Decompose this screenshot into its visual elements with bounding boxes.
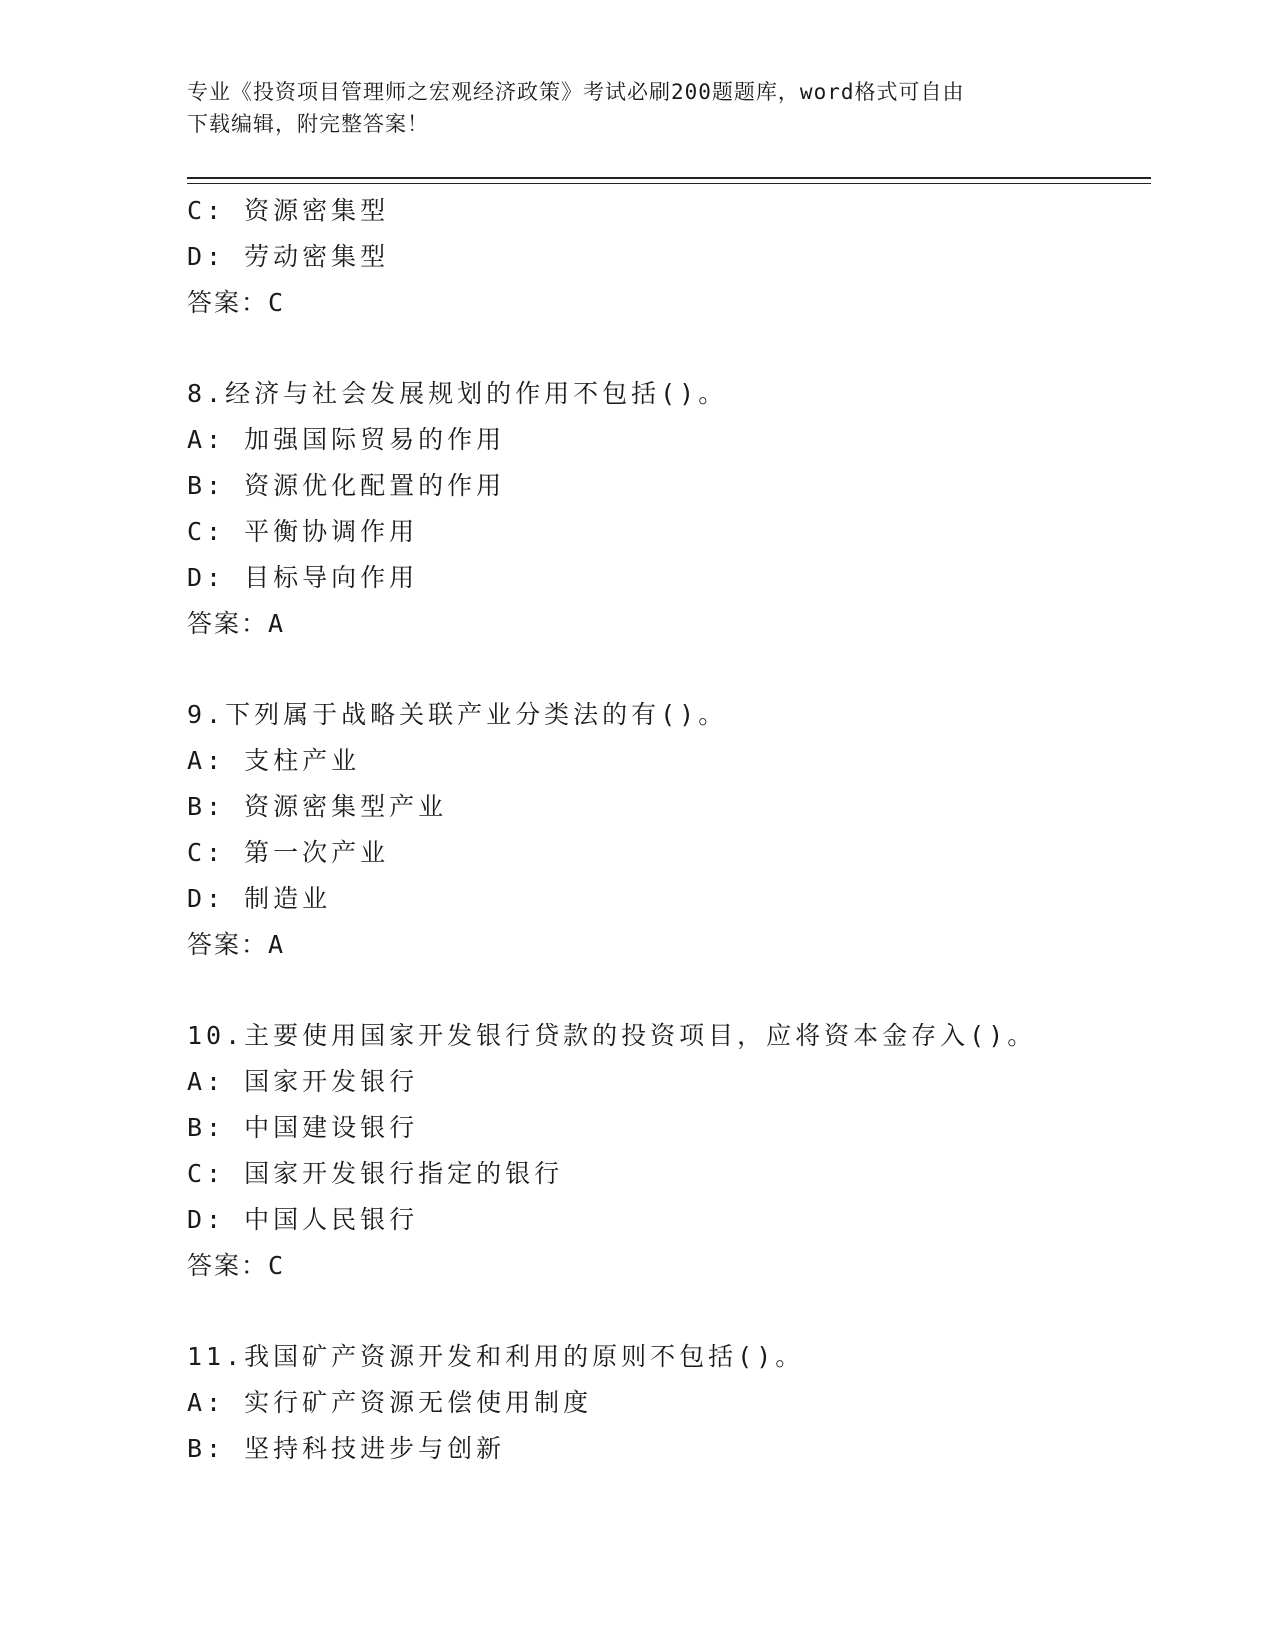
option-a: A: 支柱产业: [187, 746, 361, 775]
option-b: B: 资源密集型产业: [187, 792, 448, 821]
answer: 答案：A: [187, 609, 286, 638]
header-divider-thin: [187, 183, 1151, 184]
option-d: D: 中国人民银行: [187, 1205, 419, 1234]
answer: 答案：C: [187, 288, 286, 317]
header-line-1: 专业《投资项目管理师之宏观经济政策》考试必刷200题题库，word格式可自由: [187, 80, 965, 104]
question-11: 11.我国矿产资源开发和利用的原则不包括()。: [187, 1342, 805, 1371]
option-d: D: 劳动密集型: [187, 242, 390, 271]
answer: 答案：A: [187, 930, 286, 959]
question-10: 10.主要使用国家开发银行贷款的投资项目，应将资本金存入()。: [187, 1021, 1037, 1050]
option-a: A: 加强国际贸易的作用: [187, 425, 506, 454]
option-d: D: 制造业: [187, 884, 332, 913]
option-b: B: 中国建设银行: [187, 1113, 419, 1142]
option-c: C: 第一次产业: [187, 838, 390, 867]
option-a: A: 国家开发银行: [187, 1067, 419, 1096]
question-list: [187, 188, 1147, 1472]
question-9: 9.下列属于战略关联产业分类法的有()。: [187, 700, 728, 729]
option-b: B: 资源优化配置的作用: [187, 471, 506, 500]
option-a: A: 实行矿产资源无偿使用制度: [187, 1388, 593, 1417]
option-c: C: 平衡协调作用: [187, 517, 419, 546]
document-header: [187, 76, 1087, 140]
answer: 答案：C: [187, 1251, 286, 1280]
option-b: B: 坚持科技进步与创新: [187, 1434, 506, 1463]
header-divider-thick: [187, 177, 1151, 179]
question-8: 8.经济与社会发展规划的作用不包括()。: [187, 379, 728, 408]
option-d: D: 目标导向作用: [187, 563, 419, 592]
option-c: C: 国家开发银行指定的银行: [187, 1159, 564, 1188]
option-c: C: 资源密集型: [187, 196, 390, 225]
header-line-2: 下载编辑，附完整答案！: [187, 112, 429, 136]
